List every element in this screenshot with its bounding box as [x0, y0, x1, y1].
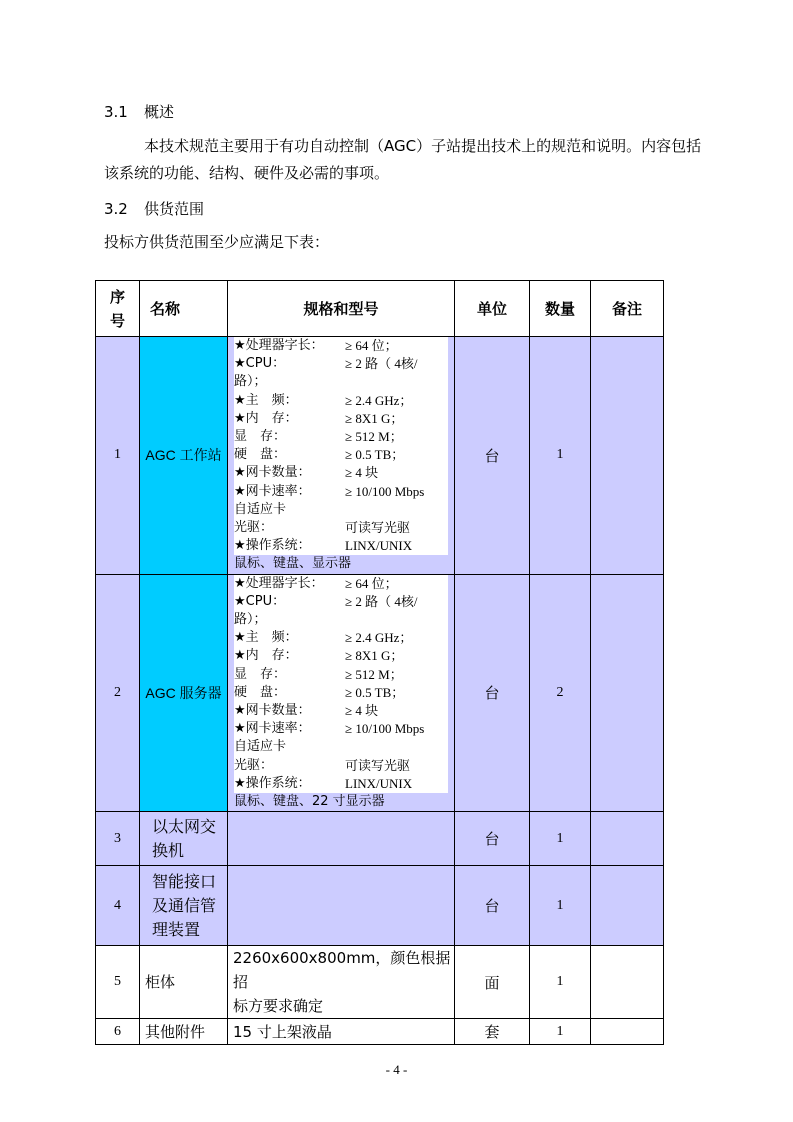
row-qty: 1	[530, 337, 591, 575]
header-note: 备注	[591, 281, 664, 337]
spec-line	[234, 428, 448, 446]
spec-label: 显 存：	[234, 429, 287, 445]
row-name: AGC 服务器	[140, 574, 228, 812]
spec-value: ≥ 64 位；	[345, 338, 398, 353]
supply-scope-table	[95, 280, 664, 1045]
spec-value: ≥ 64 位；	[345, 575, 398, 591]
intro-paragraph	[104, 229, 704, 256]
row-note	[591, 337, 664, 575]
spec-value: ≥ 0.5 TB；	[345, 447, 405, 463]
spec-label: ★操作系统：	[234, 775, 311, 791]
row-name	[140, 866, 228, 946]
spec-value: LINX/UNIX	[345, 775, 413, 791]
row-seq: 1	[96, 337, 140, 575]
row-unit: 面	[455, 946, 530, 1019]
section-3-1-paragraph	[104, 133, 704, 187]
spec-value: ≥ 4 块	[345, 465, 379, 481]
row-note	[591, 1019, 664, 1045]
paragraph-text: 本技术规范主要用于有功自动控制（AGC）子站提出技术上的规范和说明。内容包括该系统的功能、结构、硬件及必需的事项。	[104, 137, 702, 182]
spec-line	[234, 702, 448, 720]
header-name: 名称	[140, 281, 228, 337]
header-unit: 单位	[455, 281, 530, 337]
header-qty: 数量	[530, 281, 591, 337]
row-qty: 1	[530, 866, 591, 946]
spec-list	[234, 575, 448, 793]
spec-line: 2260x600x800mm，颜色根据招	[233, 949, 451, 992]
spec-label: 硬 盘：	[234, 684, 287, 700]
spec-label: ★CPU：	[234, 356, 286, 372]
spec-value: LINX/UNIX	[345, 538, 413, 554]
table-row	[96, 866, 664, 946]
row-spec	[228, 337, 455, 575]
row-seq: 4	[96, 866, 140, 946]
row-spec	[228, 574, 455, 812]
spec-value: ≥ 2 路（ 4核/	[345, 356, 418, 372]
row-note	[591, 866, 664, 946]
name-line: 理装置	[152, 919, 201, 939]
spec-line: 15 寸上架液晶	[233, 1022, 332, 1041]
spec-label: ★处理器字长：	[234, 575, 324, 591]
spec-line	[234, 410, 448, 428]
spec-value: ≥ 10/100 Mbps	[345, 483, 425, 499]
spec-value: ≥ 10/100 Mbps	[345, 721, 425, 737]
row-qty: 1	[530, 1019, 591, 1045]
header-seq: 序 号	[96, 281, 140, 337]
spec-label: ★网卡数量：	[234, 703, 311, 719]
row-spec	[228, 1019, 455, 1045]
spec-line	[234, 464, 448, 482]
row-note	[591, 946, 664, 1019]
page-number: - 4 -	[385, 1062, 408, 1077]
spec-label: ★内 存：	[234, 410, 298, 426]
table-row	[96, 337, 664, 575]
spec-label: ★操作系统：	[234, 538, 311, 554]
spec-label: ★网卡速率：	[234, 721, 311, 737]
spec-line: 标方要求确定	[233, 997, 324, 1016]
row-unit: 台	[455, 812, 530, 866]
spec-value: ≥ 512 M；	[345, 666, 403, 682]
spec-label: ★网卡速率：	[234, 483, 311, 499]
row-qty: 1	[530, 812, 591, 866]
row-name: AGC 工作站	[140, 337, 228, 575]
spec-line	[234, 757, 448, 775]
row-spec	[228, 812, 455, 866]
section-title: 供货范围	[144, 200, 205, 218]
spec-label: 显 存：	[234, 666, 287, 682]
spec-value: ≥ 4 块	[345, 703, 379, 719]
spec-line	[234, 738, 448, 756]
spec-line	[234, 611, 448, 629]
spec-label: ★处理器字长：	[234, 338, 324, 353]
spec-label: ★网卡数量：	[234, 465, 311, 481]
spec-label: 自适应卡	[234, 739, 287, 755]
table-row	[96, 812, 664, 866]
name-line: 智能接口	[152, 871, 217, 891]
spec-label: ★主 频：	[234, 630, 298, 646]
row-unit: 台	[455, 866, 530, 946]
section-title: 概述	[144, 103, 175, 121]
spec-line	[234, 629, 448, 647]
spec-value: ≥ 2.4 GHz；	[345, 392, 413, 408]
spec-peripherals: 鼠标、键盘、显示器	[234, 556, 352, 572]
row-unit: 套	[455, 1019, 530, 1045]
spec-line	[234, 647, 448, 665]
row-qty: 2	[530, 574, 591, 812]
spec-value: 可读写光驱	[345, 520, 411, 536]
row-note	[591, 812, 664, 866]
row-name: 其他附件	[140, 1019, 228, 1045]
spec-label: 光驱：	[234, 757, 274, 773]
spec-line	[234, 446, 448, 464]
spec-line	[234, 373, 448, 391]
intro-text: 投标方供货范围至少应满足下表：	[104, 233, 330, 251]
section-number: 3.1	[104, 103, 128, 121]
table-row	[96, 574, 664, 812]
row-seq: 6	[96, 1019, 140, 1045]
row-note	[591, 574, 664, 812]
spec-label: ★内 存：	[234, 648, 298, 664]
spec-value: ≥ 0.5 TB；	[345, 684, 405, 700]
row-spec	[228, 866, 455, 946]
spec-line	[234, 720, 448, 738]
spec-label: ★CPU：	[234, 593, 286, 609]
row-name: 柜体	[140, 946, 228, 1019]
table-row	[96, 946, 664, 1019]
spec-peripherals: 鼠标、键盘、22 寸显示器	[234, 794, 385, 810]
spec-line	[234, 483, 448, 501]
row-name	[140, 812, 228, 866]
header-spec: 规格和型号	[228, 281, 455, 337]
spec-label: 光驱：	[234, 520, 274, 536]
spec-label: 路）；	[234, 612, 267, 628]
table-row	[96, 1019, 664, 1045]
spec-line	[234, 775, 448, 793]
spec-value: 可读写光驱	[345, 757, 411, 773]
row-seq: 3	[96, 812, 140, 866]
row-spec	[228, 946, 455, 1019]
spec-line	[234, 392, 448, 410]
spec-label: ★主 频：	[234, 392, 298, 408]
spec-value: ≥ 2 路（ 4核/	[345, 593, 418, 609]
row-seq: 5	[96, 946, 140, 1019]
row-qty: 1	[530, 946, 591, 1019]
spec-label: 路）；	[234, 374, 267, 390]
spec-line	[234, 355, 448, 373]
spec-line	[234, 519, 448, 537]
name-line: 换机	[152, 840, 185, 860]
name-line: 及通信管	[152, 895, 217, 915]
spec-line	[234, 684, 448, 702]
spec-value: ≥ 8X1 G；	[345, 410, 404, 426]
spec-line	[234, 593, 448, 611]
spec-value: ≥ 8X1 G；	[345, 648, 404, 664]
section-3-1-heading	[104, 101, 174, 122]
spec-line	[234, 537, 448, 555]
section-number: 3.2	[104, 200, 128, 218]
row-seq: 2	[96, 574, 140, 812]
spec-label: 硬 盘：	[234, 447, 287, 463]
table-header-row	[96, 281, 664, 337]
name-line: 以太网交	[152, 816, 217, 836]
row-unit: 台	[455, 337, 530, 575]
spec-line	[234, 575, 448, 593]
section-3-2-heading	[104, 198, 204, 219]
spec-line	[234, 501, 448, 519]
spec-list	[234, 337, 448, 555]
spec-line	[234, 666, 448, 684]
spec-line	[234, 337, 448, 355]
spec-value: ≥ 2.4 GHz；	[345, 630, 413, 646]
spec-value: ≥ 512 M；	[345, 429, 403, 445]
row-unit: 台	[455, 574, 530, 812]
spec-label: 自适应卡	[234, 501, 287, 517]
